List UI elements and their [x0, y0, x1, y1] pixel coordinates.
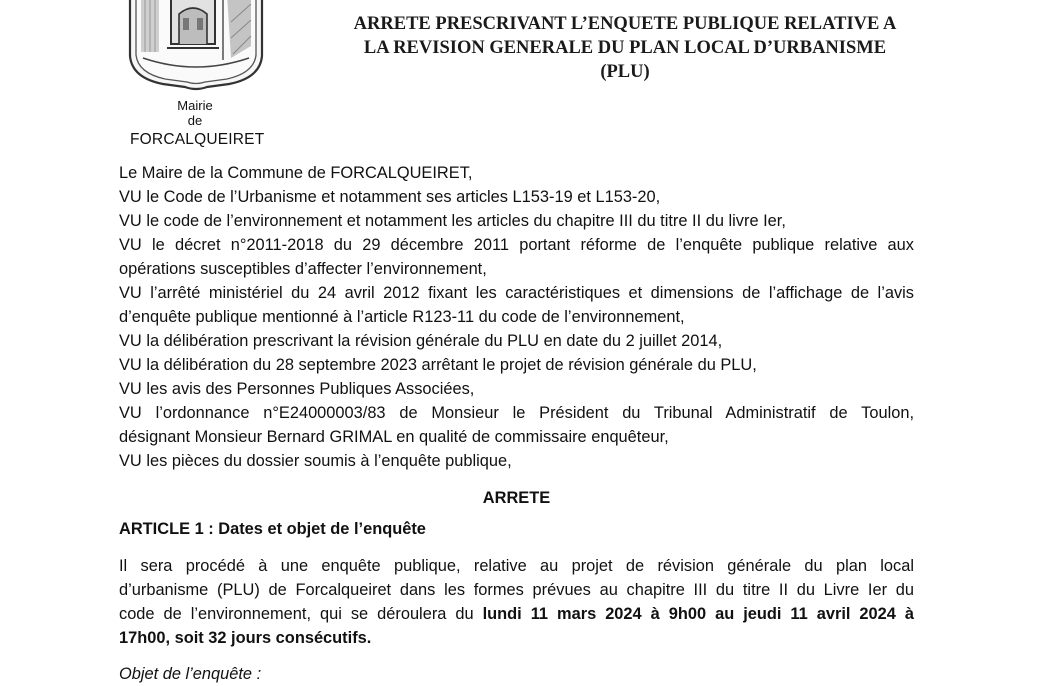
preamble-line: VU les avis des Personnes Publiques Associées, — [119, 380, 475, 398]
preamble-line: VU le Code de l’Urbanisme et notamment ses articles L153-19 et L153-20, — [119, 188, 661, 206]
preamble-line: VU les pièces du dossier soumis à l’enquête publique, — [119, 452, 512, 470]
preamble-line: VU le code de l’environnement et notamment les articles du chapitre III du titre II du livre Ier, — [119, 212, 786, 230]
article-1-dates: lundi 11 mars 2024 à 9h00 au jeudi 11 avril 2024 à — [482, 605, 914, 623]
document-title — [300, 12, 950, 84]
city-name: FORCALQUEIRET — [130, 131, 265, 148]
article-1-line: d’urbanisme (PLU) de Forcalqueiret dans les formes prévues au chapitre III du titre II du Livre Ier du — [119, 581, 914, 599]
article-1-line: Il sera procédé à une enquête publique, relative au projet de révision générale du plan local — [119, 557, 914, 575]
title-line: (PLU) — [600, 62, 650, 82]
preamble-line: VU la délibération du 28 septembre 2023 arrêtant le projet de révision générale du PLU, — [119, 356, 757, 374]
article-1-line — [119, 602, 914, 626]
article-1-line — [119, 626, 914, 650]
article-1-duration: 17h00, soit 32 jours consécutifs. — [119, 629, 372, 647]
document-body — [119, 161, 914, 686]
mairie-label: Mairie — [177, 98, 213, 113]
preamble-line: VU l’arrêté ministériel du 24 avril 2012 fixant les caractéristiques et dimensions de l’affichage de l’avis — [119, 284, 914, 302]
coat-of-arms-icon — [127, 0, 265, 92]
article-1-line-text: code de l’environnement, qui se déroulera du — [119, 605, 483, 623]
mairie-label-block — [130, 98, 265, 150]
preamble-line: VU l’ordonnance n°E24000003/83 de Monsieur le Président du Tribunal Administratif de Toulon, — [119, 404, 914, 422]
title-line: ARRETE PRESCRIVANT L’ENQUETE PUBLIQUE RELATIVE A — [353, 14, 897, 34]
de-label: de — [187, 113, 203, 128]
preamble-line: d’enquête publique mentionné à l’article R123-11 du code de l’environnement, — [119, 308, 685, 326]
article-1-title: ARTICLE 1 : Dates et objet de l’enquête — [119, 520, 426, 538]
preamble-line: VU la délibération prescrivant la révision générale du PLU en date du 2 juillet 2014, — [119, 332, 723, 350]
objet-label: Objet de l’enquête : — [119, 665, 262, 683]
title-line: LA REVISION GENERALE DU PLAN LOCAL D’URBANISME — [363, 38, 887, 58]
preamble-line: VU le décret n°2011-2018 du 29 décembre 2011 portant réforme de l’enquête publique relative aux — [119, 236, 914, 254]
article-1-paragraph — [119, 554, 914, 650]
preamble-line: désignant Monsieur Bernard GRIMAL en qualité de commissaire enquêteur, — [119, 428, 669, 446]
arrete-heading: ARRETE — [482, 489, 551, 507]
preamble-line: opérations susceptibles d’affecter l’environnement, — [119, 260, 487, 278]
preamble-line: Le Maire de la Commune de FORCALQUEIRET, — [119, 164, 473, 182]
